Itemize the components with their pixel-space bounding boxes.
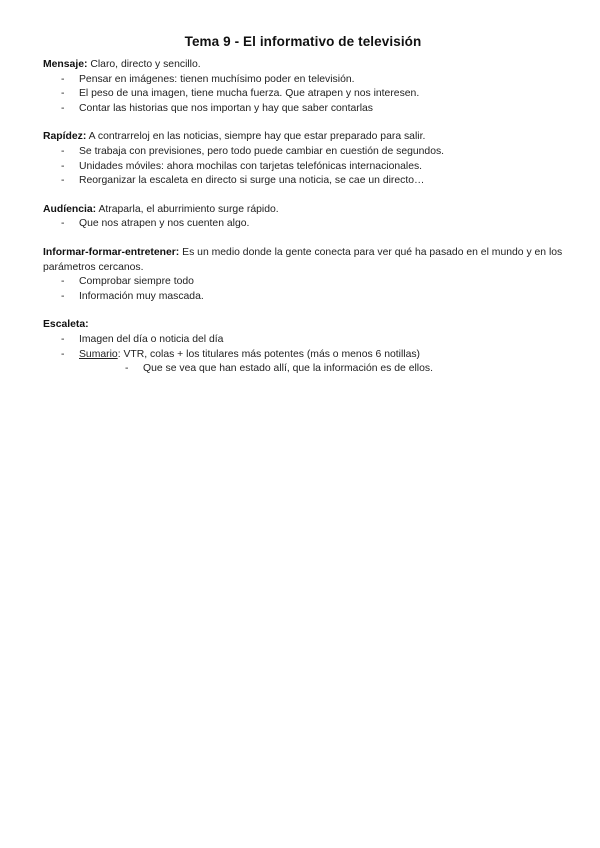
list-item: - Reorganizar la escaleta en directo si surge una noticia, se cae un directo… bbox=[43, 174, 563, 189]
section-text: A contrarreloj en las noticias, siempre hay que estar preparado para salir. bbox=[86, 131, 426, 143]
bullet-list bbox=[43, 275, 563, 304]
section-text: Atraparla, el aburrimiento surge rápido. bbox=[96, 203, 279, 215]
section-text: Claro, directo y sencillo. bbox=[87, 59, 201, 70]
section-audiencia bbox=[43, 203, 563, 232]
section-heading bbox=[43, 203, 563, 218]
bullet-list bbox=[43, 333, 563, 362]
bullet-list bbox=[43, 73, 563, 117]
section-informar bbox=[43, 246, 563, 304]
section-heading bbox=[43, 318, 563, 333]
document-page bbox=[43, 34, 563, 391]
section-heading bbox=[43, 246, 563, 275]
section-mensaje bbox=[43, 58, 563, 116]
sub-bullet-list bbox=[43, 362, 563, 377]
section-text: Es un medio donde la gente conecta para ver qué ha pasado en el mundo y en los parámetros cercanos. bbox=[43, 246, 563, 273]
list-item: - Que nos atrapen y nos cuenten algo. bbox=[43, 217, 563, 232]
section-heading bbox=[43, 58, 563, 73]
document-title: Tema 9 - El informativo de televisión bbox=[184, 34, 422, 49]
section-label: Informar-formar-entretener: bbox=[43, 246, 180, 258]
section-label: Mensaje: bbox=[43, 59, 88, 70]
sub-list-item: - Que se vea que han estado allí, que la información es de ellos. bbox=[43, 362, 563, 377]
section-heading bbox=[43, 130, 563, 145]
bullet-list bbox=[43, 217, 563, 232]
section-label: Audíencia: bbox=[43, 203, 97, 215]
sumario-underlined: Sumario bbox=[79, 348, 118, 360]
list-item: - Unidades móviles: ahora mochilas con tarjetas telefónicas internacionales. bbox=[43, 160, 563, 175]
section-rapidez bbox=[43, 130, 563, 188]
list-item: - Comprobar siempre todo bbox=[43, 275, 563, 290]
sumario-rest: : VTR, colas + los titulares más potentes (más o menos 6 notillas) bbox=[117, 348, 421, 360]
section-label: Escaleta: bbox=[43, 319, 89, 331]
list-item: - Se trabaja con previsiones, pero todo puede cambiar en cuestión de segundos. bbox=[43, 145, 563, 160]
list-item: - Pensar en imágenes: tienen muchísimo poder en televisión. bbox=[43, 73, 563, 88]
list-item: - Información muy mascada. bbox=[43, 290, 563, 305]
section-escaleta bbox=[43, 318, 563, 376]
list-item: - El peso de una imagen, tiene mucha fuerza. Que atrapen y nos interesen. bbox=[43, 87, 563, 102]
list-item: - Imagen del día o noticia del día bbox=[43, 333, 563, 348]
bullet-list bbox=[43, 145, 563, 189]
section-label: Rapídez: bbox=[43, 131, 87, 143]
list-item-sumario bbox=[43, 348, 563, 363]
list-item: - Contar las historias que nos importan y hay que saber contarlas bbox=[43, 102, 563, 117]
